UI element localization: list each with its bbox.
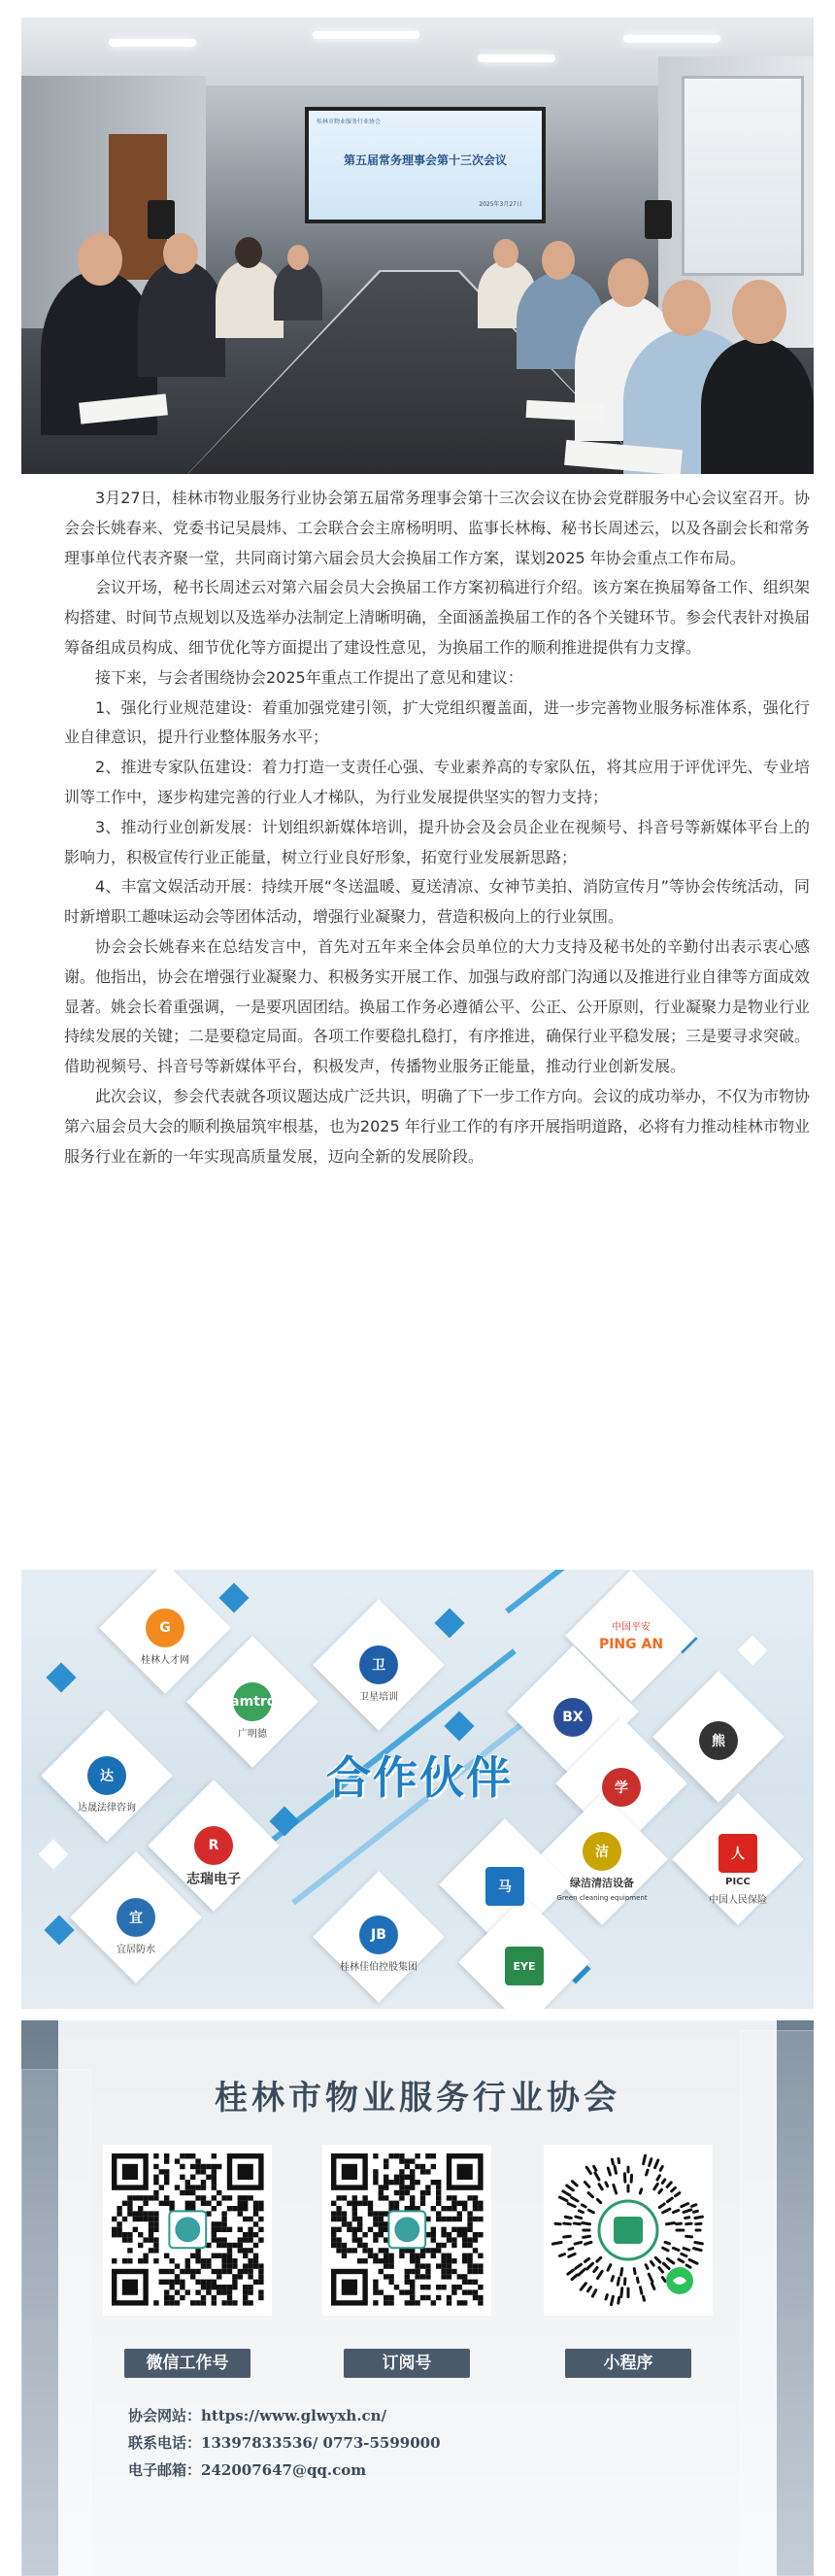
attendee xyxy=(138,260,225,377)
partner-logo xyxy=(107,1609,223,1666)
email-address[interactable]: 242007647@qq.com xyxy=(201,2461,367,2479)
speaker xyxy=(148,200,175,239)
email-label: 电子邮箱： xyxy=(128,2461,202,2479)
partner-name: 达晟法律咨询 xyxy=(78,1803,136,1813)
partner-logo xyxy=(515,1698,631,1737)
screen-tag: 桂林市物业服务行业协会 xyxy=(317,119,382,125)
partner-mark-icon: 马 xyxy=(485,1867,524,1906)
meeting-photo xyxy=(21,17,814,474)
article-body xyxy=(64,484,810,1171)
partner-name: 绿洁清洁设备 xyxy=(570,1877,634,1889)
partner-name: 广明德 xyxy=(238,1729,267,1740)
partner-name: 中国人民保险 xyxy=(709,1895,767,1906)
partner-logo xyxy=(573,1614,689,1652)
partner-logo xyxy=(155,1826,272,1888)
qr-label-wechat: 微信工作号 xyxy=(124,2349,250,2378)
partner-mark-icon: 宜 xyxy=(117,1898,155,1937)
qr-code-icon xyxy=(103,2145,272,2316)
partner-logo xyxy=(49,1756,165,1813)
partner-logo xyxy=(563,1768,680,1807)
qr-code-subscription[interactable] xyxy=(322,2145,491,2316)
partner-mark-icon: 学 xyxy=(602,1768,641,1807)
partner-mark-icon: 洁 xyxy=(583,1832,621,1871)
qr-label-subscription: 订阅号 xyxy=(344,2349,470,2378)
article-paragraph: 3月27日，桂林市物业服务行业协会第五届常务理事会第十三次会议在协会党群服务中心会议室召开。协会会长姚春来、党委书记吴晨炜、工会联合会主席杨明明、监事长林梅、秘书长周述云，以及各副会长和常务理事单位代表齐聚一堂，共同商讨第六届会员大会换届工作方案，谋划2025 年协会重点工作布局。 xyxy=(64,489,811,567)
decor-square xyxy=(444,1711,474,1741)
partner-logo xyxy=(320,1915,437,1973)
decor-square xyxy=(434,1608,464,1638)
partner-mark-icon: BX xyxy=(553,1698,592,1737)
decor-square xyxy=(269,1806,299,1836)
phone-number[interactable]: 13397833536/ 0773-5599000 xyxy=(201,2434,441,2452)
attendee-head xyxy=(542,241,575,280)
mini-program-code-icon xyxy=(544,2145,713,2316)
attendee-head xyxy=(493,239,518,268)
association-name: 桂林市物业服务行业协会 xyxy=(215,2079,620,2118)
partner-mark-icon: 熊 xyxy=(699,1721,738,1760)
partner-logo xyxy=(466,1947,583,1985)
partner-mark-icon: R xyxy=(194,1826,233,1865)
attendee-head xyxy=(662,280,711,336)
decor-square xyxy=(46,1662,76,1692)
partner-mark-icon: EYE xyxy=(505,1947,544,1985)
partner-mark-icon: Gamtrde xyxy=(233,1682,272,1721)
partner-mark-icon: G xyxy=(146,1609,184,1647)
qr-label-mini-program: 小程序 xyxy=(565,2349,691,2378)
decor-square xyxy=(218,1582,249,1612)
qr-code-icon xyxy=(322,2145,491,2316)
attendee-head xyxy=(732,280,786,344)
website-link[interactable]: https://www.glwyxh.cn/ xyxy=(201,2407,387,2424)
article-paragraph: 1、强化行业规范建设：着重加强党建引领，扩大党组织覆盖面，进一步完善物业服务标准体系，强化行业自律意识，提升行业整体服务水平； xyxy=(64,697,810,747)
ceiling-light xyxy=(313,31,419,39)
partner-mark-icon: JB xyxy=(359,1915,398,1954)
partner-logo xyxy=(447,1867,563,1906)
article-paragraph: 3、推动行业创新发展：计划组织新媒体培训，提升协会及会员企业在视频号、抖音号等新媒体平台上的影响力，积极宣传行业正能量，树立行业良好形象，拓宽行业发展新思路； xyxy=(64,817,810,866)
decor-square xyxy=(735,1633,771,1669)
speaker xyxy=(645,200,672,239)
partners-title: 合作伙伴 xyxy=(326,1751,513,1804)
partner-logo xyxy=(680,1834,796,1906)
partner-logo xyxy=(320,1645,437,1703)
partners-banner xyxy=(21,1570,814,2009)
partner-sub: 中国平安 xyxy=(612,1622,651,1633)
attendee-head xyxy=(163,233,198,274)
partner-name: 桂林佳伯控股集团 xyxy=(340,1962,418,1973)
email-line xyxy=(128,2459,366,2480)
partner-mark-icon: 人 xyxy=(718,1834,757,1873)
attendee-head xyxy=(287,245,309,270)
decor-square xyxy=(36,1837,72,1873)
article-paragraph: 此次会议，参会代表就各项议题达成广泛共识，明确了下一步工作方向。会议的成功举办，不仅为市物协第六届会员大会的顺利换届筑牢根基，也为2025 年行业工作的有序开展指明道路，必将有力推动桂林市物业服务行业在新的一年实现高质量发展，迈向全新的发展阶段。 xyxy=(64,1086,811,1166)
website-label: 协会网站： xyxy=(128,2407,202,2424)
partner-mark-icon: 达 xyxy=(87,1756,126,1795)
partner-name: PING AN xyxy=(598,1637,664,1652)
partner-name: 志瑞电子 xyxy=(186,1872,241,1887)
attendee-head xyxy=(608,258,649,307)
article-paragraph: 会议开场，秘书长周述云对第六届会员大会换届工作方案初稿进行介绍。该方案在换届筹备工作、组织架构搭建、时间节点规划以及选举办法制定上清晰明确，全面涵盖换届工作的各个关键环节。参会代表针对换届筹备组成员构成、细节优化等方面提出了建设性意见，为换届工作的顺利推进提供有力支撑。 xyxy=(64,578,811,657)
website-line xyxy=(128,2405,386,2425)
ceiling-light xyxy=(623,35,720,43)
phone-label: 联系电话： xyxy=(128,2434,202,2452)
qr-code-wechat[interactable] xyxy=(103,2145,272,2316)
attendee xyxy=(701,338,814,474)
partner-logo xyxy=(78,1898,194,1955)
phone-line xyxy=(128,2432,441,2453)
article-paragraph: 协会会长姚春来在总结发言中，首先对五年来全体会员单位的大力支持及秘书处的辛勤付出表示衷心感谢。他指出，协会在增强行业凝聚力、积极务实开展工作、加强与政府部门沟通以及推进行业自律等方面成效显著。姚会长着重强调，一是要巩固团结。换届工作务必遵循公平、公正、公开原则，行业凝聚力是物业行业持续发展的关键；二是要稳定局面。各项工作要稳扎稳打，有序推进，确保行业平稳发展；三是要寻求突破。借助视频号、抖音号等新媒体平台，积极发声，传播物业服务正能量，推动行业创新发展。 xyxy=(64,936,811,1076)
article-paragraph: 4、丰富文娱活动开展：持续开展“冬送温暖、夏送清凉、女神节美拍、消防宣传月”等协会传统活动，同时新增职工趣味运动会等团体活动，增强行业凝聚力，营造积极向上的行业氛围。 xyxy=(64,877,810,927)
screen-title: 第五届常务理事会第十三次会议 xyxy=(343,153,507,167)
partner-sub: PICC xyxy=(725,1877,751,1887)
attendee-head xyxy=(235,237,262,268)
decor-square xyxy=(44,1915,74,1945)
partner-name: 桂林人才网 xyxy=(141,1655,189,1666)
partner-sub: Green cleaning equipment xyxy=(556,1894,648,1902)
mini-program-code[interactable] xyxy=(544,2145,713,2316)
ceiling-light xyxy=(109,39,196,47)
attendee xyxy=(274,262,322,321)
partner-logo xyxy=(194,1682,311,1740)
partner-mark-icon: 卫 xyxy=(359,1645,398,1684)
association-footer xyxy=(21,2020,814,2576)
screen-date: 2025年3月27日 xyxy=(479,201,522,208)
article-paragraph: 2、推进专家队伍建设：着力打造一支责任心强、专业素养高的专家队伍，将其应用于评优评先、专业培训等工作中，逐步构建完善的行业人才梯队，为行业发展提供坚实的智力支持； xyxy=(64,758,810,806)
article-paragraph: 接下来，与会者围绕协会2025年重点工作提出了意见和建议： xyxy=(95,667,523,687)
partner-name: 宜居防水 xyxy=(117,1945,155,1955)
ceiling-light xyxy=(478,54,555,62)
projection-screen xyxy=(305,107,546,223)
window xyxy=(682,76,804,276)
partner-name: 卫星培训 xyxy=(359,1692,398,1703)
attendee-head xyxy=(78,233,122,286)
partner-logo xyxy=(660,1721,777,1760)
